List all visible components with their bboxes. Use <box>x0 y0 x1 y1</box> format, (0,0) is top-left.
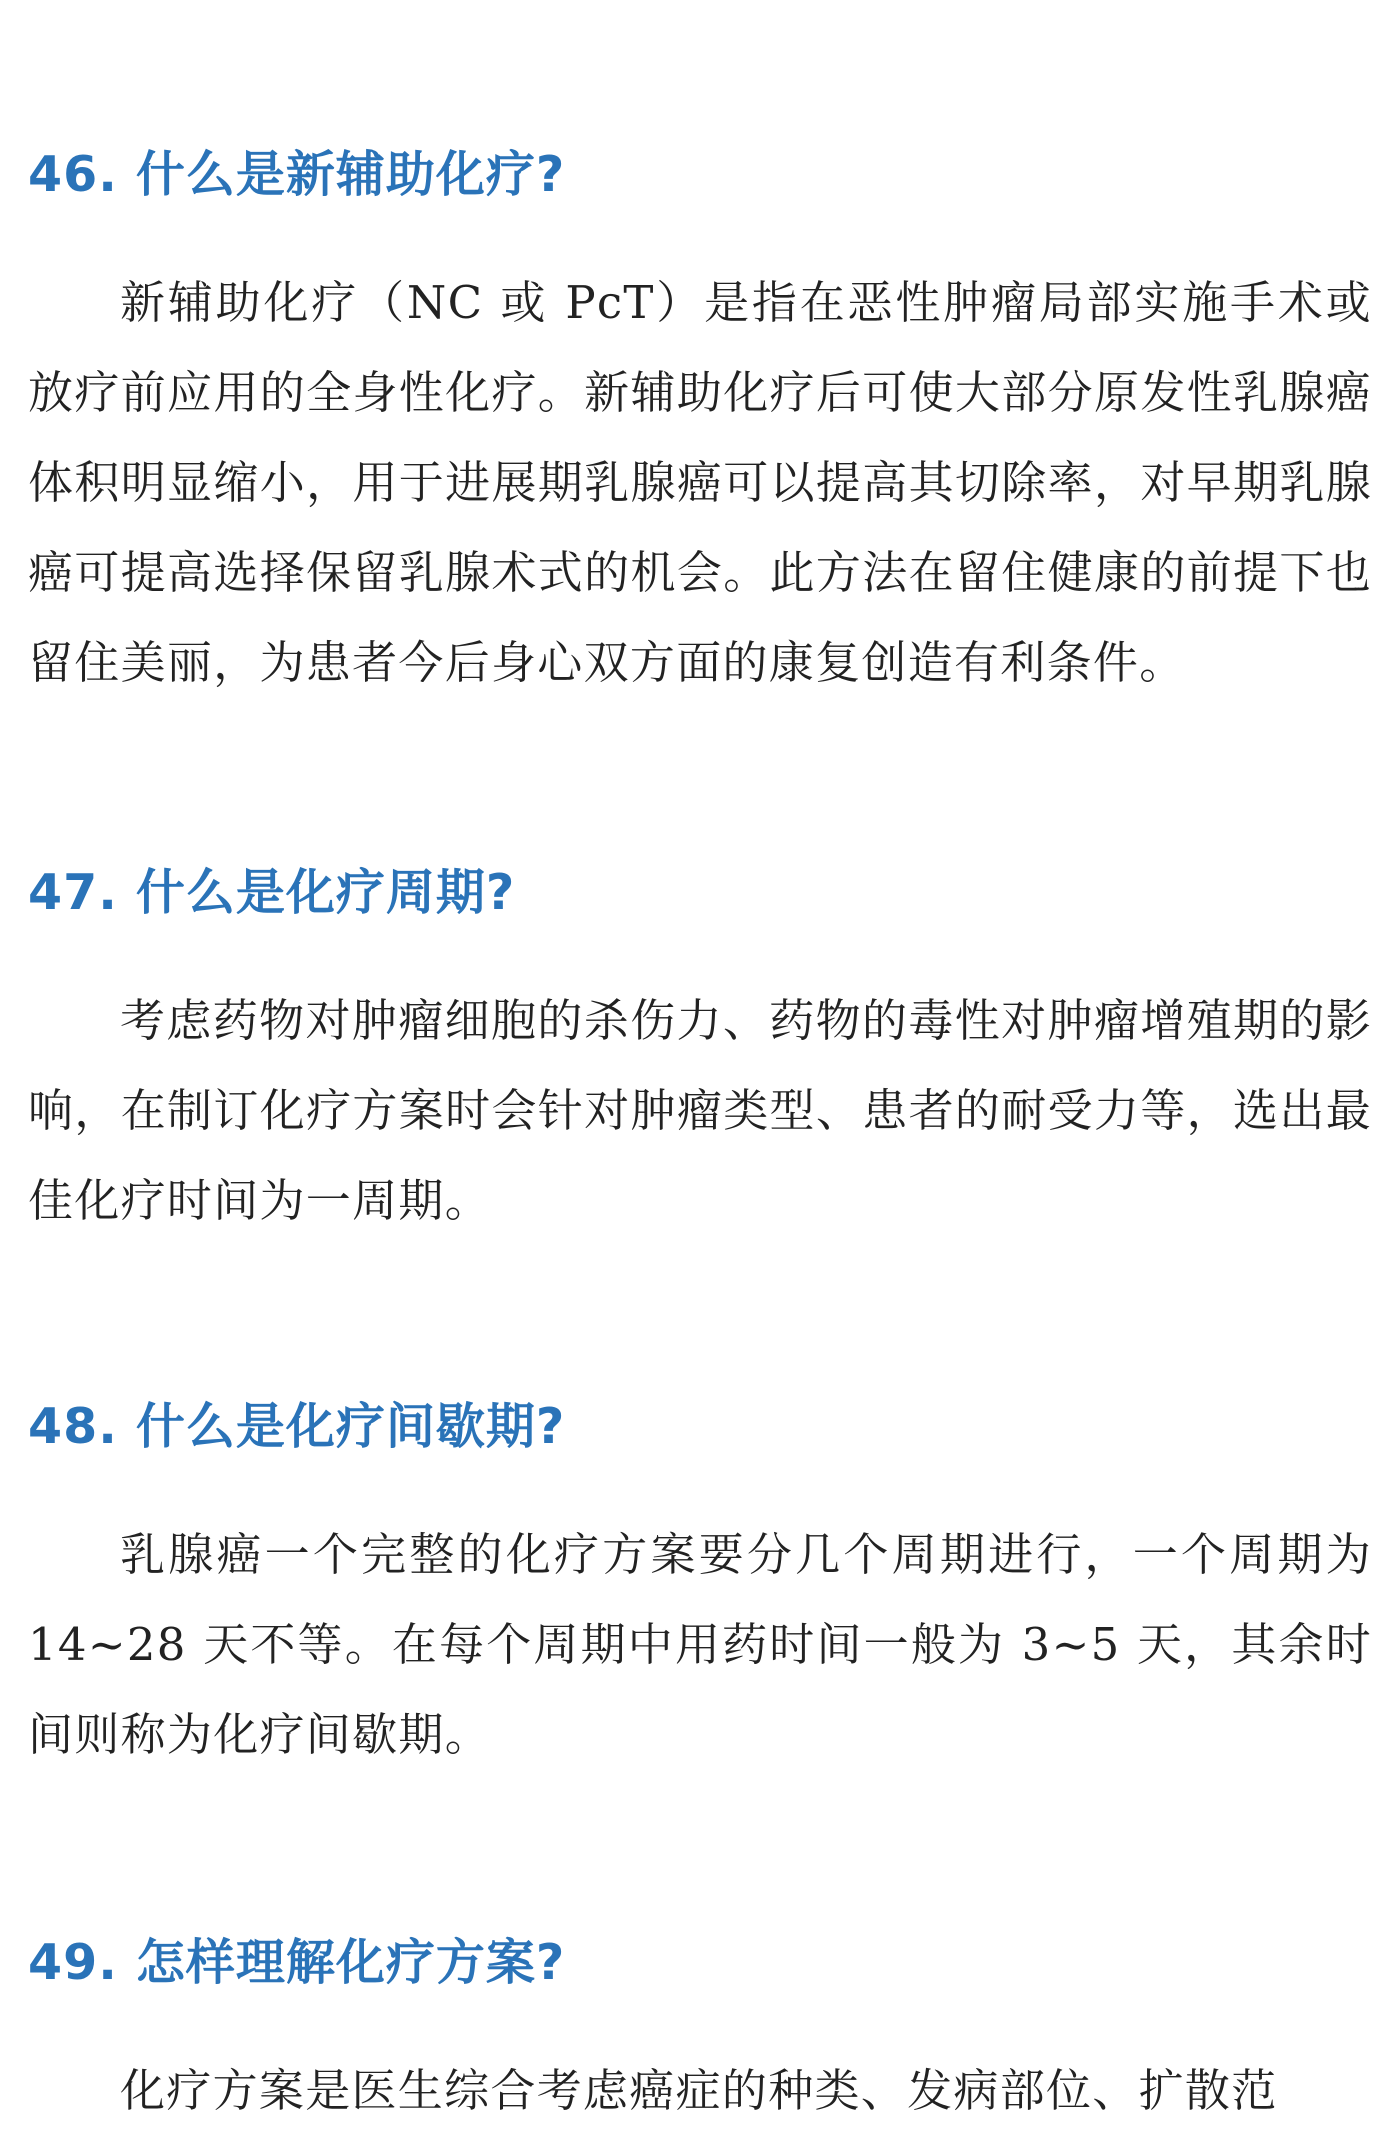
question-heading <box>28 1392 1372 1462</box>
question-text: 什么是化疗间歇期? <box>135 1398 566 1455</box>
question-heading <box>28 858 1372 928</box>
qa-section-47 <box>28 858 1372 1246</box>
qa-section-46 <box>28 140 1372 708</box>
question-text: 什么是新辅助化疗? <box>135 146 566 203</box>
answer-paragraph: 化疗方案是医生综合考虑癌症的种类、发病部位、扩散范 <box>120 2064 1278 2117</box>
answer-paragraph: 新辅助化疗（NC 或 PcT）是指在恶性肿瘤局部实施手术或放疗前应用的全身性化疗。新辅助化疗后可使大部分原发性乳腺癌体积明显缩小，用于进展期乳腺癌可以提高其切除率，对早期乳腺癌可提高选择保留乳腺术式的机会。此方法在留住健康的前提下也留住美丽，为患者今后身心双方面的康复创造有利条件。 <box>28 276 1372 689</box>
question-heading <box>28 1928 1372 1998</box>
question-heading <box>28 140 1372 210</box>
question-number: 49. <box>28 1934 118 1991</box>
question-text: 什么是化疗周期? <box>135 864 516 921</box>
question-number: 46. <box>28 146 118 203</box>
question-text: 怎样理解化疗方案? <box>135 1934 566 1991</box>
qa-section-49 <box>28 1928 1372 2136</box>
question-number: 47. <box>28 864 118 921</box>
answer-paragraph: 乳腺癌一个完整的化疗方案要分几个周期进行，一个周期为14~28 天不等。在每个周期中用药时间一般为 3~5 天，其余时间则称为化疗间歇期。 <box>28 1528 1372 1761</box>
qa-section-48 <box>28 1392 1372 1780</box>
question-number: 48. <box>28 1398 118 1455</box>
answer-paragraph: 考虑药物对肿瘤细胞的杀伤力、药物的毒性对肿瘤增殖期的影响，在制订化疗方案时会针对肿瘤类型、患者的耐受力等，选出最佳化疗时间为一周期。 <box>28 994 1372 1227</box>
